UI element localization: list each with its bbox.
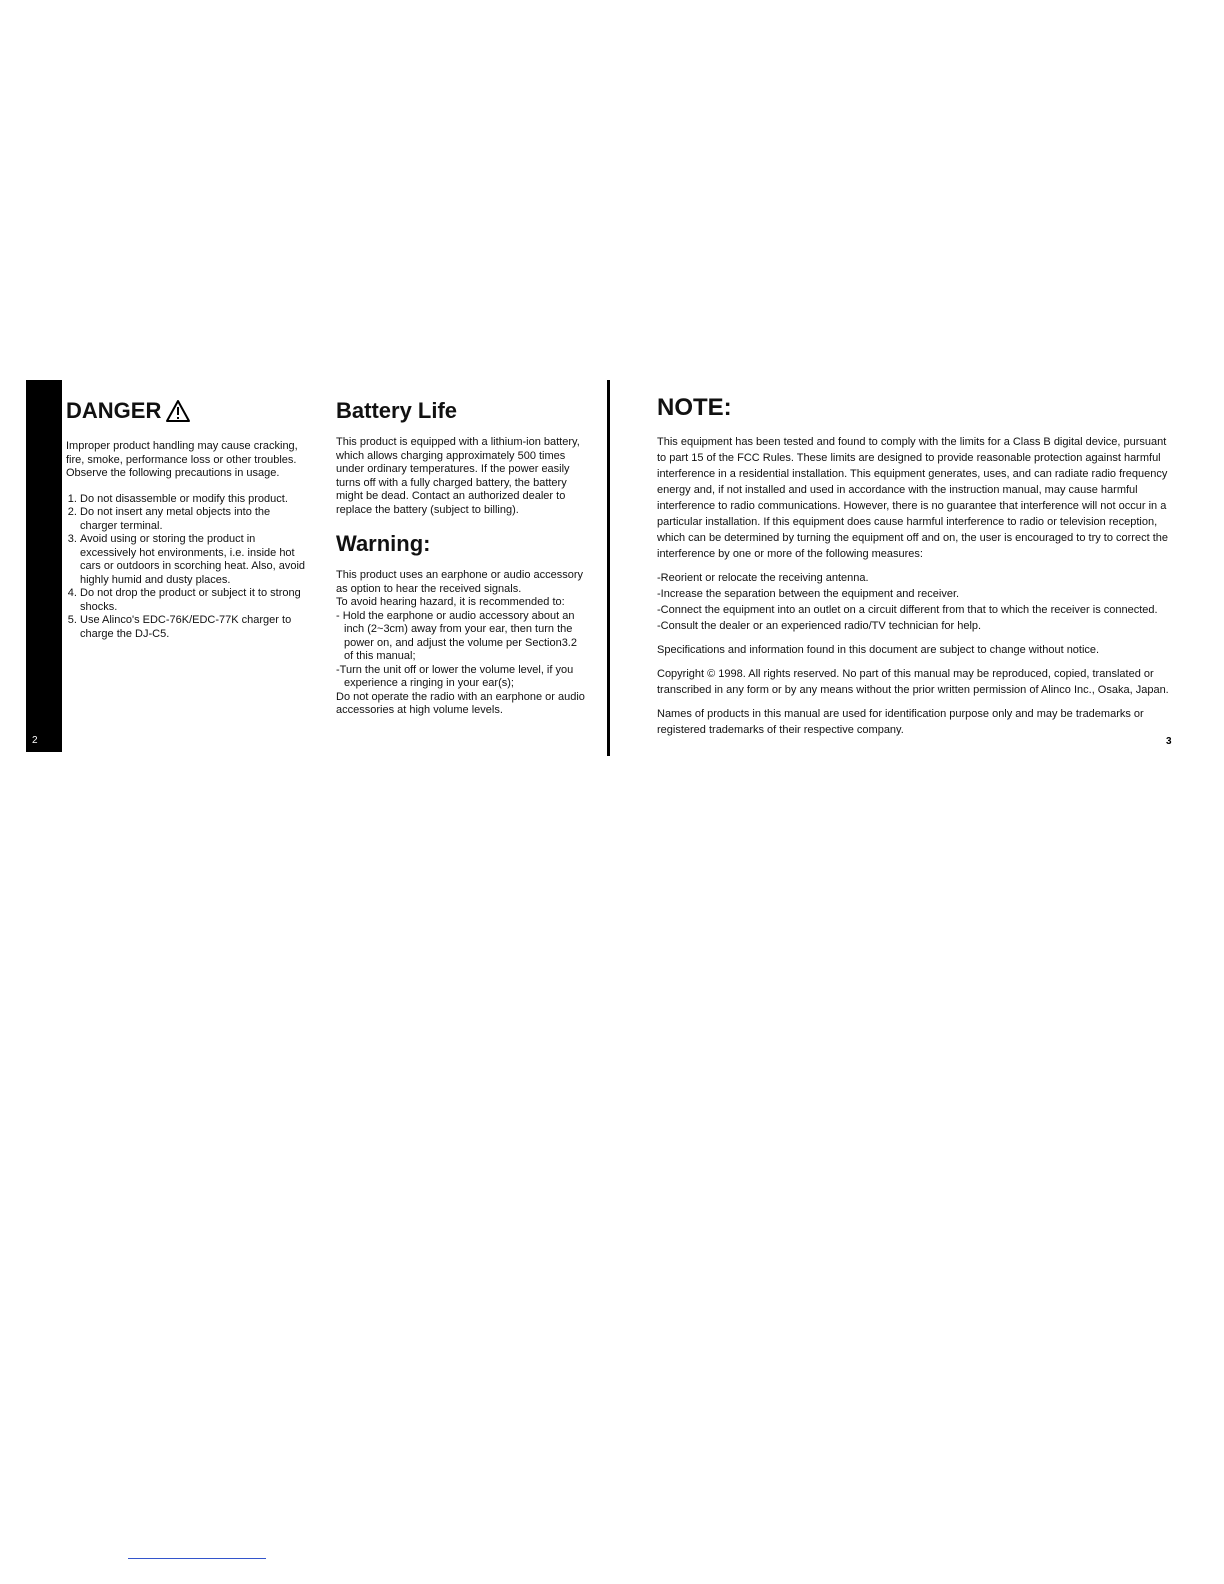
warning-list [336, 610, 586, 691]
danger-intro: Improper product handling may cause cracking, fire, smoke, performance loss or other troubles. Observe the following precautions in usage. [66, 440, 298, 479]
battery-title: Battery Life [336, 398, 458, 423]
list-item: 3. Avoid using or storing the product in excessively hot environments, i.e. inside hot cars or outdoors in scorching heat. Also, avoid highly humid and dusty places. [80, 533, 310, 587]
list-item: -Turn the unit off or lower the volume level, if you experience a ringing in your ear(s); [336, 663, 574, 689]
page-edge-tab [26, 380, 62, 752]
danger-section [66, 398, 310, 641]
list-item: -Increase the separation between the equipment and receiver. [657, 588, 960, 600]
battery-warning-section [336, 398, 586, 718]
list-item: -Reorient or relocate the receiving antenna. [657, 572, 869, 584]
list-item: - Hold the earphone or audio accessory about an inch (2~3cm) away from your ear, then turn the power on, and adjust the volume per Section3.2 of this manual; [336, 609, 577, 662]
list-item: 5. Use Alinco's EDC-76K/EDC-77K charger to charge the DJ-C5. [80, 614, 310, 641]
note-title: NOTE: [657, 394, 732, 421]
bottom-rule [128, 1558, 266, 1559]
specs-paragraph: Specifications and information found in this document are subject to change without notice. [657, 644, 1100, 656]
list-item: 4. Do not drop the product or subject it to strong shocks. [80, 587, 310, 614]
warning-last: Do not operate the radio with an earphone or audio accessories at high volume levels. [336, 690, 585, 716]
danger-heading [66, 398, 310, 424]
note-section [657, 394, 1177, 738]
page-number-right: 3 [1166, 736, 1172, 747]
danger-title: DANGER [66, 398, 162, 423]
fcc-paragraph: This equipment has been tested and found to comply with the limits for a Class B digital device, pursuant to part 15 of the FCC Rules. These limits are designed to provide reasonable protection against harmful interference in a residential installation. This equipment generates, uses, and can radiate radio frequency energy and, if not installed and used in accordance with the instruction manual, may cause harmful interference to radio communications. However, there is no guarantee that interference will not occur in a particular installation. If this equipment does cause harmful interference to radio or television reception, which can be determined by turning the equipment off and on, the user is encouraged to try to correct the interference by one or more of the following measures: [657, 436, 1168, 560]
trademark-paragraph: Names of products in this manual are used for identification purpose only and may be trademarks or registered trademarks of their respective company. [657, 708, 1144, 736]
danger-list [66, 493, 310, 642]
list-item: 2. Do not insert any metal objects into the charger terminal. [80, 506, 310, 533]
copyright-paragraph: Copyright © 1998. All rights reserved. No part of this manual may be reproduced, copied, translated or transcribed in any form or by any means without the prior written permission of Alinco Inc., Osaka, Japan. [657, 668, 1169, 696]
warning-triangle-icon [165, 399, 191, 423]
page-divider [607, 380, 610, 756]
battery-text: This product is equipped with a lithium-ion battery, which allows charging approximately 500 times under ordinary temperatures. If the power easily turns off with a fully charged battery, the battery might be dead. Contact an authorized dealer to replace the battery (subject to billing). [336, 436, 580, 516]
list-item: -Connect the equipment into an outlet on a circuit different from that to which the receiver is connected. [657, 604, 1158, 616]
fcc-measures [657, 570, 1177, 634]
list-item: 1. Do not disassemble or modify this product. [80, 493, 310, 507]
warning-intro: This product uses an earphone or audio accessory as option to hear the received signals. [336, 569, 584, 595]
warning-line2: To avoid hearing hazard, it is recommended to: [336, 596, 565, 608]
warning-title: Warning: [336, 531, 431, 556]
page-number-left: 2 [32, 735, 38, 746]
list-item: -Consult the dealer or an experienced radio/TV technician for help. [657, 620, 982, 632]
